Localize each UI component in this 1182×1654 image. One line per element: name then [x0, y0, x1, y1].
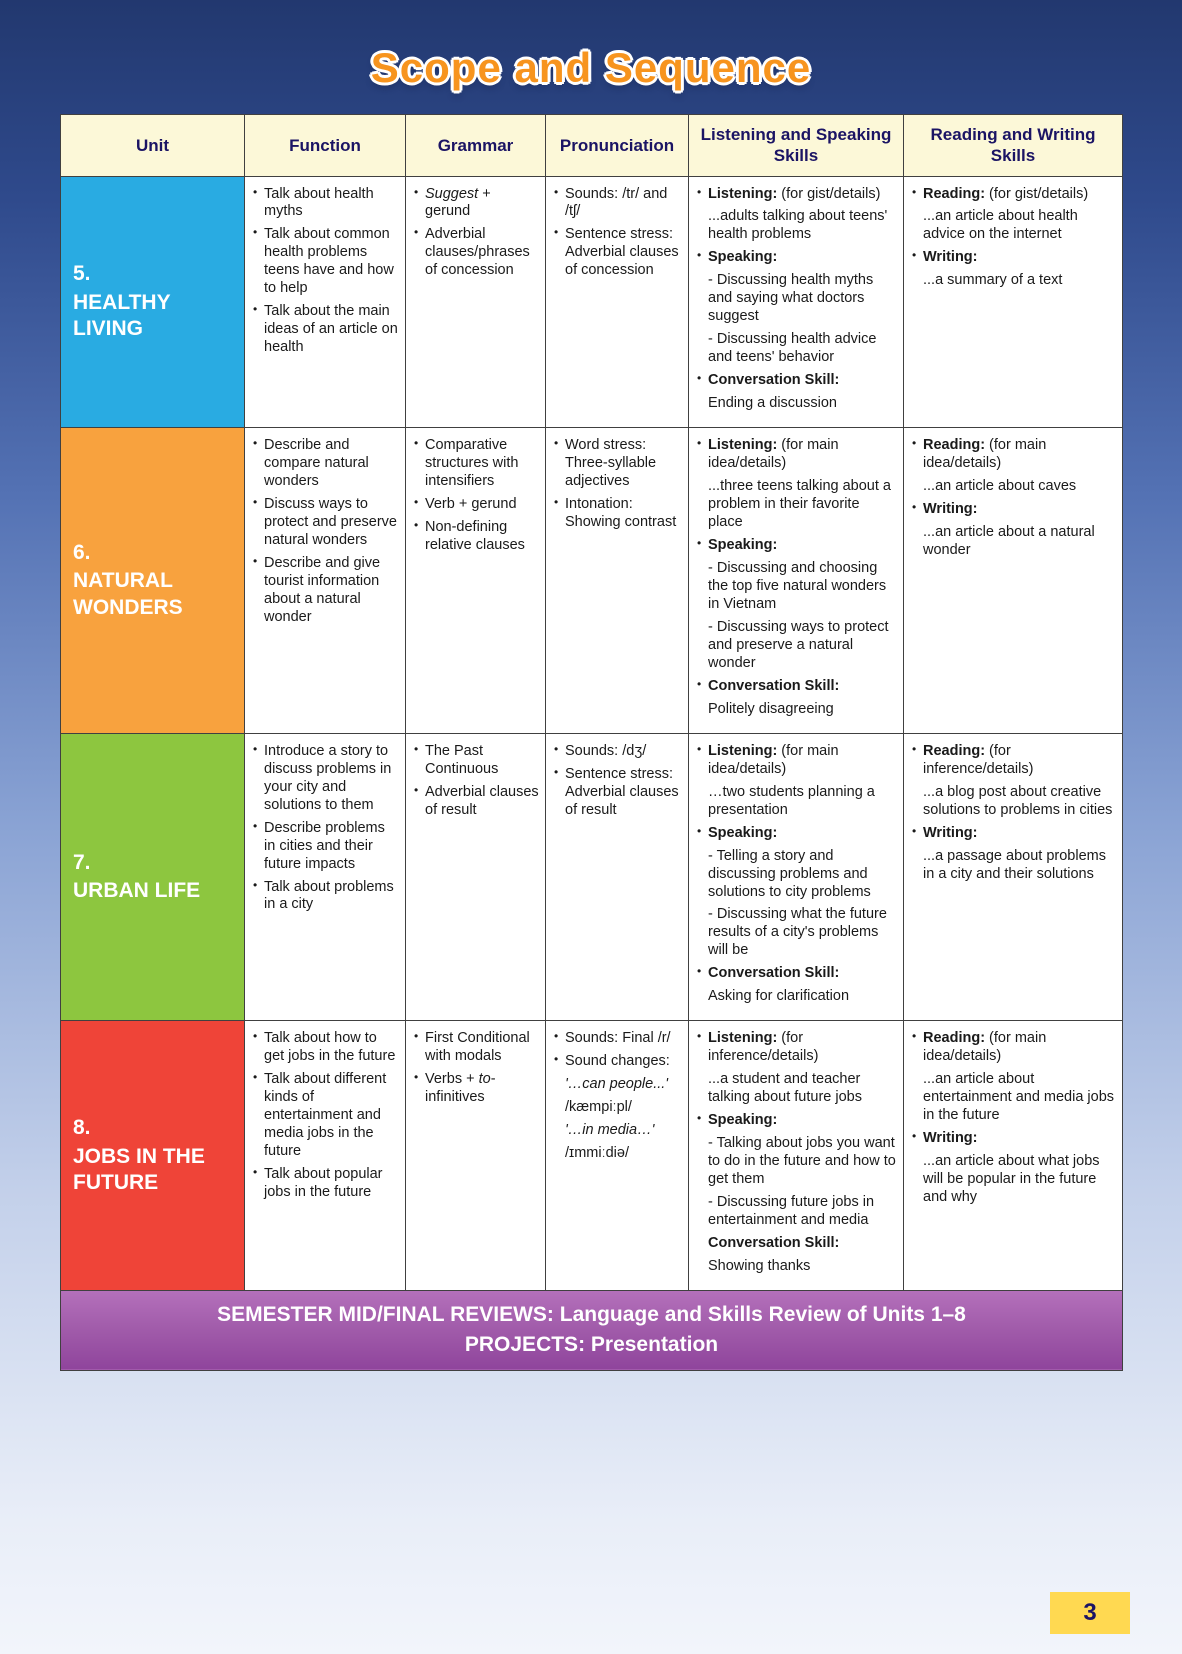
list-item: [697, 478, 897, 532]
list-item: [697, 784, 897, 820]
list-item: [697, 186, 897, 204]
header-function: Function: [245, 115, 406, 177]
list-item: [253, 186, 399, 222]
unit-row: [61, 1021, 1123, 1291]
list-item: [253, 226, 399, 298]
list-item: [697, 437, 897, 473]
bullet-icon: •: [253, 818, 258, 833]
grammar-cell: [406, 1021, 546, 1291]
text-run: - Discussing future jobs in entertainment and media: [708, 1194, 875, 1229]
text-run: Non-defining relative clauses: [425, 519, 525, 553]
bullet-icon: •: [253, 1165, 258, 1180]
bullet-icon: •: [414, 782, 419, 797]
text-run: to: [478, 1071, 491, 1088]
bullet-icon: •: [912, 248, 917, 263]
scope-sequence-table-wrap: [60, 114, 1122, 1371]
text-run: Reading:: [923, 1030, 986, 1047]
text-run: - Talking about jobs you want to do in the future and how to get them: [708, 1135, 896, 1188]
text-run: Verb + gerund: [425, 496, 517, 513]
unit-row: [61, 733, 1123, 1021]
function-cell: [245, 176, 406, 428]
text-run: Conversation Skill:: [708, 1235, 840, 1251]
text-run: ...an article about entertainment and media jobs in the future: [923, 1071, 1115, 1124]
unit-name: URBAN LIFE: [73, 879, 201, 903]
page-title: Scope and Sequence: [370, 44, 812, 91]
bullet-icon: •: [912, 184, 917, 199]
text-run: Listening:: [708, 437, 778, 454]
bullet-icon: •: [253, 495, 258, 510]
list-item: [414, 1071, 539, 1107]
list-item: [912, 524, 1116, 560]
text-run: Listening:: [708, 185, 778, 202]
bullet-icon: •: [554, 764, 559, 779]
bullet-icon: •: [697, 536, 702, 550]
text-run: Introduce a story to discuss problems in your city and solutions to them: [264, 742, 392, 813]
bullet-icon: •: [414, 741, 419, 756]
reading-writing-cell: [904, 428, 1123, 734]
text-run: '…in media…': [565, 1122, 655, 1139]
text-run: - Discussing health advice and teens' behavior: [708, 331, 877, 366]
header-row: [61, 115, 1123, 177]
bullet-icon: •: [253, 1070, 258, 1085]
list-item: [912, 1030, 1116, 1066]
text-run: Sound changes:: [565, 1053, 670, 1070]
list-item: [414, 186, 539, 222]
text-run: ...an article about a natural wonder: [923, 524, 1095, 558]
text-run: Talk about problems in a city: [264, 878, 394, 913]
list-item: [253, 879, 399, 915]
unit-name: NATURAL WONDERS: [73, 569, 183, 619]
bullet-icon: •: [554, 184, 559, 199]
text-run: Speaking:: [708, 1112, 778, 1129]
text-run: - Discussing what the future results of a city's problems will be: [708, 906, 887, 959]
unit-title-cell: [61, 176, 245, 428]
list-item: [697, 678, 897, 696]
bullet-icon: •: [554, 741, 559, 756]
list-item: [414, 437, 539, 491]
bullet-icon: •: [912, 436, 917, 451]
text-run: (for inference/details): [708, 1030, 819, 1065]
listening-speaking-cell: [689, 1021, 904, 1291]
bullet-icon: •: [912, 500, 917, 515]
unit-title-cell: [61, 733, 245, 1021]
text-run: First Conditional with modals: [425, 1030, 530, 1065]
list-item: [912, 1130, 1116, 1148]
list-item: [912, 272, 1116, 290]
grammar-cell: [406, 176, 546, 428]
text-run: Talk about different kinds of entertainment and media jobs in the future: [264, 1071, 387, 1160]
list-item: [253, 743, 399, 815]
text-run: (for main idea/details): [708, 437, 839, 472]
bullet-icon: •: [697, 1029, 702, 1044]
text-run: Politely disagreeing: [708, 700, 834, 717]
text-run: Sounds: /tr/ and /tʃ/: [565, 185, 668, 220]
text-run: ...a passage about problems in a city and their solutions: [923, 847, 1106, 882]
list-item: [554, 226, 682, 280]
list-item: [414, 1030, 539, 1066]
text-run: Sounds: /dʒ/: [565, 742, 647, 759]
text-run: The Past Continuous: [425, 742, 499, 777]
unit-name: HEALTHY LIVING: [73, 290, 171, 340]
text-run: Discuss ways to protect and preserve natural wonders: [264, 496, 397, 548]
pronunciation-cell: [546, 176, 689, 428]
unit-number: 7.: [73, 850, 91, 874]
bullet-icon: •: [697, 676, 702, 691]
text-run: Showing thanks: [708, 1257, 811, 1274]
list-item: [697, 249, 897, 267]
listening-speaking-cell: [689, 176, 904, 428]
text-run: ...a student and teacher talking about future jobs: [708, 1071, 862, 1106]
list-item: [912, 437, 1116, 473]
unit-title-cell: [61, 428, 245, 734]
text-run: Ending a discussion: [708, 395, 837, 412]
list-item: [697, 331, 897, 367]
bullet-icon: •: [253, 184, 258, 199]
list-item: [253, 555, 399, 627]
reading-writing-cell: [904, 1021, 1123, 1291]
text-run: (for main idea/details): [708, 742, 839, 777]
text-run: Sentence stress: Adverbial clauses of result: [565, 765, 679, 818]
pronunciation-cell: [546, 733, 689, 1021]
text-run: Describe problems in cities and their future impacts: [264, 819, 385, 872]
text-run: (for main idea/details): [923, 1030, 1047, 1065]
text-run: Reading:: [923, 185, 986, 202]
list-item: [697, 560, 897, 614]
text-run: Listening:: [708, 1030, 778, 1047]
text-run: (for gist/details): [777, 185, 881, 202]
text-run: - Discussing health myths and saying what doctors suggest: [708, 272, 874, 325]
list-item: [912, 848, 1116, 884]
bullet-icon: •: [697, 248, 702, 263]
list-item: [697, 1135, 897, 1189]
text-run: '…can people...': [565, 1076, 669, 1093]
text-run: Talk about popular jobs in the future: [264, 1166, 383, 1201]
text-run: Talk about health myths: [264, 185, 374, 220]
text-run: + gerund: [425, 185, 491, 220]
text-run: ...three teens talking about a problem in their favorite place: [708, 478, 891, 531]
text-run: - Discussing ways to protect and preserve a natural wonder: [708, 618, 889, 671]
listening-speaking-cell: [689, 733, 904, 1021]
text-run: ...a blog post about creative solutions to problems in cities: [923, 783, 1113, 818]
header-unit: Unit: [61, 115, 245, 177]
bullet-icon: •: [554, 1029, 559, 1044]
header-grammar: Grammar: [406, 115, 546, 177]
text-run: ...adults talking about teens' health problems: [708, 208, 888, 243]
list-item: [697, 272, 897, 326]
text-run: Describe and give tourist information about a natural wonder: [264, 554, 381, 625]
list-item: [554, 1076, 682, 1094]
text-run: Writing:: [923, 501, 978, 518]
list-item: [253, 303, 399, 357]
list-item: [697, 906, 897, 960]
text-run: Speaking:: [708, 537, 778, 553]
text-run: Conversation Skill:: [708, 372, 840, 389]
list-item: [697, 965, 897, 983]
units-body: [61, 176, 1123, 1290]
text-run: Reading:: [923, 437, 986, 454]
footer-line-1: SEMESTER MID/FINAL REVIEWS: Language and Skills Review of Units 1–8: [217, 1302, 966, 1326]
list-item: [697, 619, 897, 673]
text-run: Adverbial clauses of result: [425, 783, 539, 818]
text-run: - Discussing and choosing the top five natural wonders in Vietnam: [708, 559, 887, 612]
bullet-icon: •: [912, 823, 917, 838]
text-run: /ɪmmiːdiə/: [565, 1145, 629, 1162]
bullet-icon: •: [697, 184, 702, 199]
text-run: Conversation Skill:: [708, 965, 840, 982]
bullet-icon: •: [414, 225, 419, 240]
text-run: …two students planning a presentation: [708, 783, 875, 818]
text-run: Talk about the main ideas of an article on health: [264, 303, 398, 356]
header-pronunciation: Pronunciation: [546, 115, 689, 177]
text-run: Speaking:: [708, 824, 778, 841]
list-item: [554, 743, 682, 761]
text-run: Reading:: [923, 742, 986, 759]
bullet-icon: •: [912, 1029, 917, 1044]
text-run: ...an article about health advice on the internet: [923, 208, 1078, 243]
bullet-icon: •: [414, 436, 419, 451]
function-cell: [245, 1021, 406, 1291]
list-item: [912, 743, 1116, 779]
text-run: Comparative structures with intensifiers: [425, 437, 519, 490]
bullet-icon: •: [697, 964, 702, 979]
list-item: [697, 1235, 897, 1253]
bullet-icon: •: [912, 1129, 917, 1144]
list-item: [554, 496, 682, 532]
reading-writing-cell: [904, 733, 1123, 1021]
list-item: [253, 820, 399, 874]
text-run: Sounds: Final /r/: [565, 1030, 671, 1047]
list-item: [697, 1194, 897, 1230]
list-item: [697, 701, 897, 719]
bullet-icon: •: [253, 741, 258, 756]
text-run: Listening:: [708, 742, 778, 759]
bullet-icon: •: [253, 302, 258, 317]
list-item: [554, 1122, 682, 1140]
text-run: Writing:: [923, 1130, 978, 1147]
list-item: [697, 208, 897, 244]
unit-row: [61, 428, 1123, 734]
reading-writing-cell: [904, 176, 1123, 428]
list-item: [912, 1071, 1116, 1125]
bullet-icon: •: [414, 184, 419, 199]
list-item: [912, 1153, 1116, 1207]
text-run: /kæmpiːpl/: [565, 1099, 632, 1116]
list-item: [554, 1099, 682, 1117]
list-item: [912, 186, 1116, 204]
bullet-icon: •: [697, 371, 702, 386]
bullet-icon: •: [554, 225, 559, 240]
list-item: [554, 437, 682, 491]
text-run: (for inference/details): [923, 742, 1034, 777]
semester-review-banner: [61, 1290, 1123, 1370]
list-item: [554, 766, 682, 820]
list-item: [697, 1258, 897, 1276]
footer-row: [61, 1290, 1123, 1370]
text-run: Writing:: [923, 824, 978, 841]
list-item: [697, 848, 897, 902]
function-cell: [245, 428, 406, 734]
bullet-icon: •: [697, 436, 702, 451]
list-item: [253, 496, 399, 550]
text-run: Describe and compare natural wonders: [264, 437, 369, 490]
text-run: ...an article about caves: [923, 478, 1077, 495]
unit-number: 8.: [73, 1116, 91, 1140]
footer-line-2: PROJECTS: Presentation: [464, 1333, 719, 1357]
list-item: [414, 496, 539, 514]
text-run: (for main idea/details): [923, 437, 1047, 472]
list-item: [912, 784, 1116, 820]
scope-sequence-table: [60, 114, 1123, 1371]
page-number: 3: [1050, 1592, 1130, 1634]
list-item: [554, 1030, 682, 1048]
text-run: Word stress: Three-syllable adjectives: [565, 437, 657, 490]
grammar-cell: [406, 733, 546, 1021]
list-item: [697, 537, 897, 555]
bullet-icon: •: [253, 436, 258, 451]
bullet-icon: •: [697, 1111, 702, 1126]
bullet-icon: •: [253, 1029, 258, 1044]
list-item: [253, 1071, 399, 1161]
bullet-icon: •: [554, 436, 559, 451]
text-run: ...an article about what jobs will be popular in the future and why: [923, 1153, 1100, 1206]
text-run: Intonation: Showing contrast: [565, 496, 677, 531]
list-item: [912, 208, 1116, 244]
list-item: [414, 226, 539, 280]
bullet-icon: •: [253, 877, 258, 892]
pronunciation-cell: [546, 428, 689, 734]
text-run: -infinitives: [425, 1071, 496, 1106]
text-run: Adverbial clauses/phrases of concession: [425, 226, 530, 279]
text-run: - Telling a story and discussing problems and solutions to city problems: [708, 847, 871, 900]
function-cell: [245, 733, 406, 1021]
unit-title-cell: [61, 1021, 245, 1291]
bullet-icon: •: [414, 1029, 419, 1044]
text-run: (for gist/details): [985, 185, 1089, 202]
bullet-icon: •: [554, 1052, 559, 1067]
listening-speaking-cell: [689, 428, 904, 734]
text-run: Suggest: [425, 185, 479, 202]
bullet-icon: •: [697, 741, 702, 756]
list-item: [253, 1166, 399, 1202]
list-item: [253, 437, 399, 491]
header-listening-speaking: Listening and Speaking Skills: [689, 115, 904, 177]
list-item: [414, 784, 539, 820]
text-run: ...a summary of a text: [923, 272, 1063, 289]
header-reading-writing: Reading and Writing Skills: [904, 115, 1123, 177]
text-run: Talk about common health problems teens have and how to help: [264, 226, 394, 297]
text-run: Speaking:: [708, 249, 778, 266]
unit-number: 5.: [73, 262, 91, 286]
list-item: [697, 372, 897, 390]
bullet-icon: •: [414, 495, 419, 510]
text-run: Writing:: [923, 249, 978, 266]
list-item: [697, 395, 897, 413]
bullet-icon: •: [253, 225, 258, 240]
list-item: [697, 1071, 897, 1107]
unit-name: JOBS IN THE FUTURE: [73, 1144, 205, 1194]
grammar-cell: [406, 428, 546, 734]
list-item: [697, 1030, 897, 1066]
unit-row: [61, 176, 1123, 428]
list-item: [554, 1145, 682, 1163]
list-item: [912, 478, 1116, 496]
list-item: [414, 519, 539, 555]
list-item: [912, 501, 1116, 519]
text-run: Verbs +: [425, 1071, 479, 1088]
list-item: [697, 743, 897, 779]
bullet-icon: •: [697, 823, 702, 838]
pronunciation-cell: [546, 1021, 689, 1291]
list-item: [554, 186, 682, 222]
text-run: Sentence stress: Adverbial clauses of concession: [565, 226, 679, 279]
text-run: Asking for clarification: [708, 988, 850, 1005]
bullet-icon: •: [414, 1070, 419, 1085]
list-item: [554, 1053, 682, 1071]
list-item: [697, 825, 897, 843]
list-item: [253, 1030, 399, 1066]
text-run: Talk about how to get jobs in the future: [264, 1030, 396, 1065]
list-item: [697, 988, 897, 1006]
list-item: [912, 249, 1116, 267]
bullet-icon: •: [912, 741, 917, 756]
text-run: Conversation Skill:: [708, 677, 840, 694]
list-item: [912, 825, 1116, 843]
bullet-icon: •: [554, 495, 559, 510]
list-item: [414, 743, 539, 779]
bullet-icon: •: [253, 553, 258, 568]
unit-number: 6.: [73, 541, 91, 565]
list-item: [697, 1112, 897, 1130]
bullet-icon: •: [414, 518, 419, 533]
